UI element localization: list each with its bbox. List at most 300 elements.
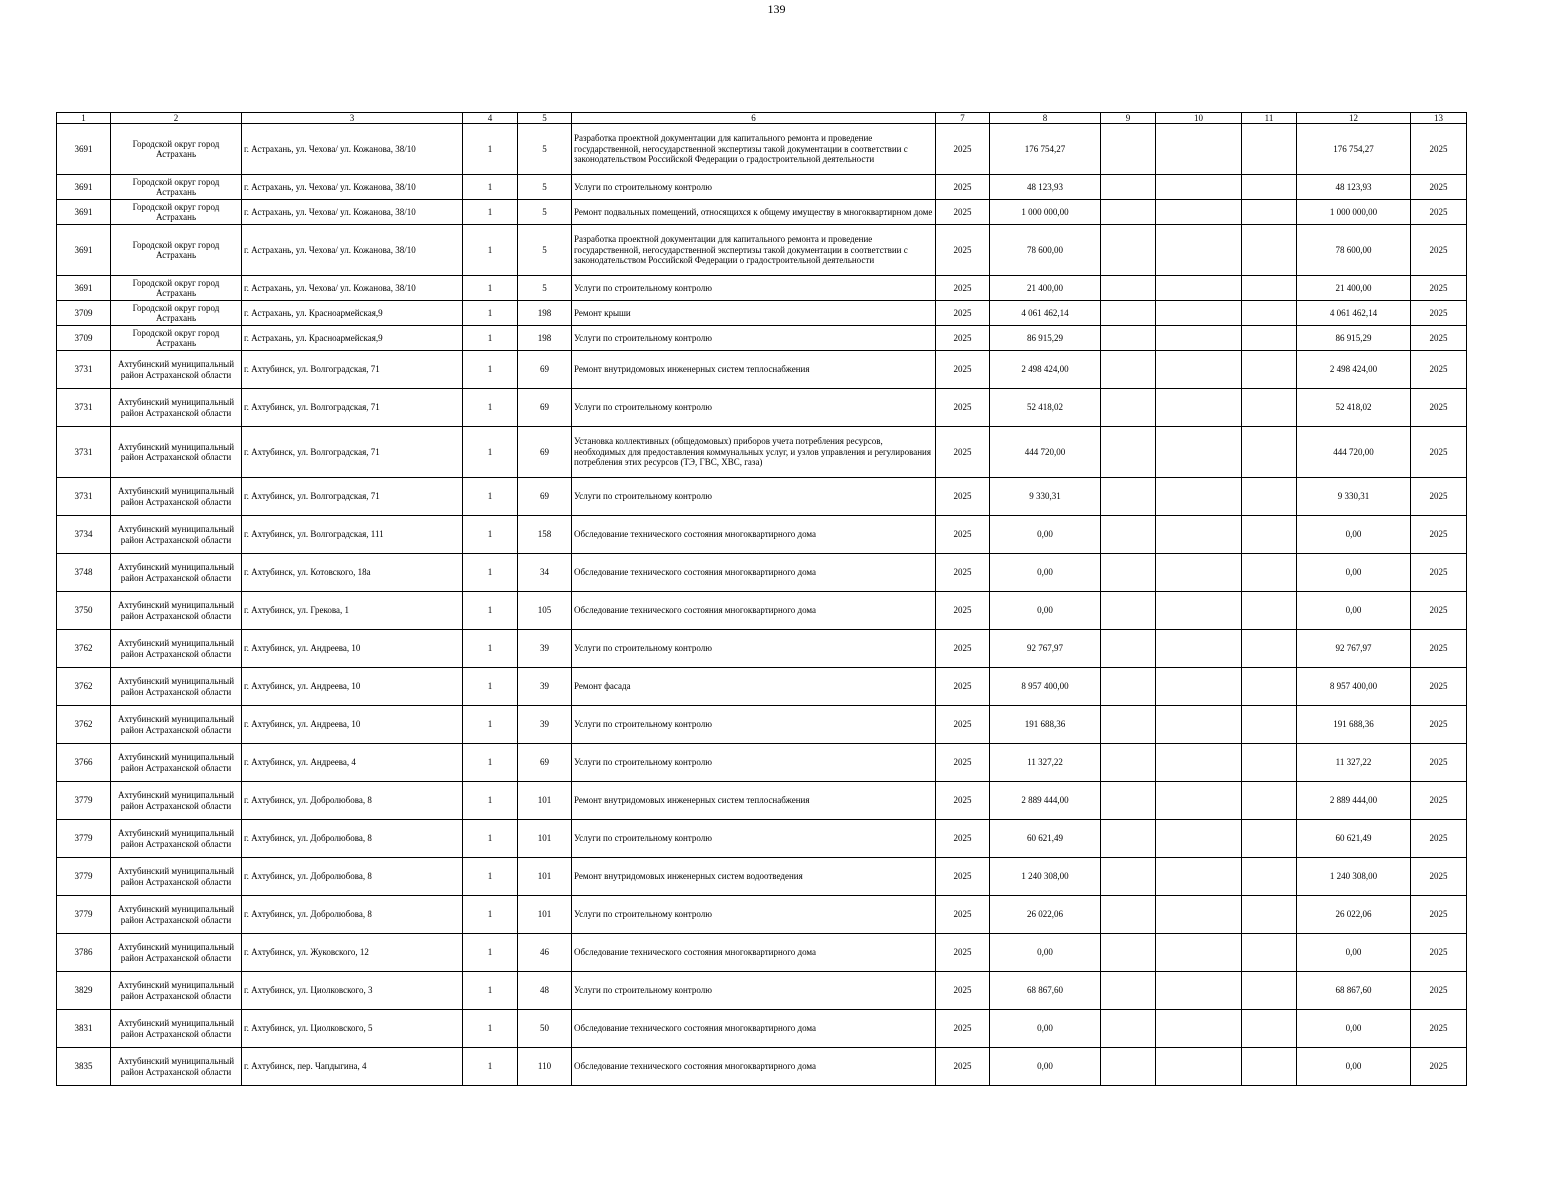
total-cell: 52 418,02 (1297, 389, 1411, 427)
col10-cell (1156, 820, 1242, 858)
col10-cell (1156, 175, 1242, 200)
col10-cell (1156, 1010, 1242, 1048)
total-cell: 0,00 (1297, 934, 1411, 972)
end-year-cell: 2025 (1411, 478, 1467, 516)
total-cell: 78 600,00 (1297, 225, 1411, 276)
col10-cell (1156, 896, 1242, 934)
address-cell: г. Астрахань, ул. Чехова/ ул. Кожанова, 38/10 (242, 276, 463, 301)
year-cell: 2025 (936, 1048, 990, 1086)
row-id-cell: 3762 (57, 630, 111, 668)
municipality-cell: Ахтубинский муниципальный район Астраханской области (111, 630, 242, 668)
col5-cell: 101 (518, 858, 572, 896)
year-cell: 2025 (936, 972, 990, 1010)
col11-cell (1242, 782, 1297, 820)
total-cell: 92 767,97 (1297, 630, 1411, 668)
end-year-cell: 2025 (1411, 668, 1467, 706)
row-id-cell: 3829 (57, 972, 111, 1010)
year-cell: 2025 (936, 782, 990, 820)
table-row (57, 554, 1467, 592)
end-year-cell: 2025 (1411, 706, 1467, 744)
col9-cell (1101, 630, 1156, 668)
work-type-cell: Ремонт внутридомовых инженерных систем водоотведения (572, 858, 936, 896)
col10-cell (1156, 389, 1242, 427)
table-row (57, 1010, 1467, 1048)
municipality-cell: Ахтубинский муниципальный район Астраханской области (111, 1010, 242, 1048)
col5-cell: 158 (518, 516, 572, 554)
row-id-cell: 3786 (57, 934, 111, 972)
col9-cell (1101, 858, 1156, 896)
total-cell: 0,00 (1297, 1010, 1411, 1048)
year-cell: 2025 (936, 820, 990, 858)
col10-cell (1156, 858, 1242, 896)
col9-cell (1101, 124, 1156, 175)
year-cell: 2025 (936, 124, 990, 175)
cost-cell: 48 123,93 (990, 175, 1101, 200)
cost-cell: 2 889 444,00 (990, 782, 1101, 820)
municipality-cell: Городской округ город Астрахань (111, 326, 242, 351)
cost-cell: 0,00 (990, 934, 1101, 972)
col9-cell (1101, 200, 1156, 225)
row-id-cell: 3779 (57, 896, 111, 934)
table-row (57, 896, 1467, 934)
col11-cell (1242, 858, 1297, 896)
col10-cell (1156, 478, 1242, 516)
col4-cell: 1 (463, 554, 518, 592)
row-id-cell: 3731 (57, 427, 111, 478)
year-cell: 2025 (936, 351, 990, 389)
col10-cell (1156, 326, 1242, 351)
year-cell: 2025 (936, 1010, 990, 1048)
year-cell: 2025 (936, 934, 990, 972)
col10-cell (1156, 554, 1242, 592)
end-year-cell: 2025 (1411, 1010, 1467, 1048)
work-type-cell: Услуги по строительному контролю (572, 706, 936, 744)
col5-cell: 69 (518, 427, 572, 478)
col10-cell (1156, 1048, 1242, 1086)
col9-cell (1101, 554, 1156, 592)
col9-cell (1101, 351, 1156, 389)
end-year-cell: 2025 (1411, 200, 1467, 225)
col9-cell (1101, 175, 1156, 200)
work-type-cell: Обследование технического состояния многоквартирного дома (572, 934, 936, 972)
cost-cell: 0,00 (990, 1010, 1101, 1048)
col4-cell: 1 (463, 972, 518, 1010)
work-type-cell: Разработка проектной документации для капитального ремонта и проведение государственной, негосударственной экспертизы такой документации в соответствии с законодательством Российской Федерации о градостроительной деятельности (572, 225, 936, 276)
end-year-cell: 2025 (1411, 225, 1467, 276)
municipality-cell: Ахтубинский муниципальный район Астраханской области (111, 820, 242, 858)
work-type-cell: Услуги по строительному контролю (572, 326, 936, 351)
row-id-cell: 3762 (57, 706, 111, 744)
col9-cell (1101, 972, 1156, 1010)
col5-cell: 34 (518, 554, 572, 592)
municipality-cell: Ахтубинский муниципальный район Астраханской области (111, 554, 242, 592)
municipality-cell: Ахтубинский муниципальный район Астраханской области (111, 1048, 242, 1086)
cost-cell: 11 327,22 (990, 744, 1101, 782)
work-type-cell: Услуги по строительному контролю (572, 896, 936, 934)
work-type-cell: Обследование технического состояния многоквартирного дома (572, 516, 936, 554)
col4-cell: 1 (463, 351, 518, 389)
row-id-cell: 3779 (57, 858, 111, 896)
col11-cell (1242, 972, 1297, 1010)
end-year-cell: 2025 (1411, 592, 1467, 630)
year-cell: 2025 (936, 389, 990, 427)
col4-cell: 1 (463, 592, 518, 630)
col11-cell (1242, 200, 1297, 225)
cost-cell: 0,00 (990, 516, 1101, 554)
end-year-cell: 2025 (1411, 934, 1467, 972)
table-row (57, 427, 1467, 478)
header-cell: 12 (1297, 113, 1411, 124)
municipality-cell: Городской округ город Астрахань (111, 301, 242, 326)
col9-cell (1101, 592, 1156, 630)
header-cell: 3 (242, 113, 463, 124)
total-cell: 0,00 (1297, 516, 1411, 554)
col5-cell: 198 (518, 326, 572, 351)
col4-cell: 1 (463, 301, 518, 326)
address-cell: г. Ахтубинск, ул. Волгоградская, 111 (242, 516, 463, 554)
col5-cell: 39 (518, 706, 572, 744)
col10-cell (1156, 124, 1242, 175)
col4-cell: 1 (463, 276, 518, 301)
col10-cell (1156, 276, 1242, 301)
municipality-cell: Ахтубинский муниципальный район Астраханской области (111, 427, 242, 478)
table-row (57, 301, 1467, 326)
work-type-cell: Обследование технического состояния многоквартирного дома (572, 1010, 936, 1048)
address-cell: г. Ахтубинск, ул. Волгоградская, 71 (242, 389, 463, 427)
col5-cell: 69 (518, 389, 572, 427)
col4-cell: 1 (463, 706, 518, 744)
total-cell: 68 867,60 (1297, 972, 1411, 1010)
address-cell: г. Ахтубинск, ул. Андреева, 10 (242, 706, 463, 744)
cost-cell: 21 400,00 (990, 276, 1101, 301)
col11-cell (1242, 630, 1297, 668)
col10-cell (1156, 668, 1242, 706)
col4-cell: 1 (463, 820, 518, 858)
col4-cell: 1 (463, 668, 518, 706)
col11-cell (1242, 592, 1297, 630)
col9-cell (1101, 389, 1156, 427)
municipality-cell: Ахтубинский муниципальный район Астраханской области (111, 782, 242, 820)
address-cell: г. Ахтубинск, ул. Добролюбова, 8 (242, 820, 463, 858)
row-id-cell: 3691 (57, 276, 111, 301)
table-row (57, 124, 1467, 175)
total-cell: 11 327,22 (1297, 744, 1411, 782)
municipality-cell: Городской округ город Астрахань (111, 225, 242, 276)
year-cell: 2025 (936, 225, 990, 276)
col11-cell (1242, 668, 1297, 706)
col10-cell (1156, 200, 1242, 225)
end-year-cell: 2025 (1411, 389, 1467, 427)
col9-cell (1101, 744, 1156, 782)
row-id-cell: 3835 (57, 1048, 111, 1086)
row-id-cell: 3731 (57, 389, 111, 427)
col11-cell (1242, 1010, 1297, 1048)
table-row (57, 200, 1467, 225)
address-cell: г. Ахтубинск, ул. Добролюбова, 8 (242, 858, 463, 896)
row-id-cell: 3709 (57, 301, 111, 326)
col11-cell (1242, 427, 1297, 478)
col9-cell (1101, 820, 1156, 858)
col11-cell (1242, 744, 1297, 782)
end-year-cell: 2025 (1411, 124, 1467, 175)
col9-cell (1101, 1010, 1156, 1048)
row-id-cell: 3709 (57, 326, 111, 351)
header-cell: 4 (463, 113, 518, 124)
col9-cell (1101, 782, 1156, 820)
cost-cell: 9 330,31 (990, 478, 1101, 516)
cost-cell: 92 767,97 (990, 630, 1101, 668)
col9-cell (1101, 225, 1156, 276)
table-row (57, 706, 1467, 744)
col11-cell (1242, 351, 1297, 389)
col10-cell (1156, 972, 1242, 1010)
municipality-cell: Городской округ город Астрахань (111, 124, 242, 175)
total-cell: 86 915,29 (1297, 326, 1411, 351)
total-cell: 0,00 (1297, 592, 1411, 630)
work-type-cell: Ремонт крыши (572, 301, 936, 326)
col4-cell: 1 (463, 516, 518, 554)
col9-cell (1101, 934, 1156, 972)
header-cell: 1 (57, 113, 111, 124)
col4-cell: 1 (463, 858, 518, 896)
col11-cell (1242, 478, 1297, 516)
municipality-cell: Ахтубинский муниципальный район Астраханской области (111, 972, 242, 1010)
work-type-cell: Услуги по строительному контролю (572, 820, 936, 858)
municipality-cell: Ахтубинский муниципальный район Астраханской области (111, 706, 242, 744)
municipality-cell: Ахтубинский муниципальный район Астраханской области (111, 744, 242, 782)
col5-cell: 50 (518, 1010, 572, 1048)
col5-cell: 101 (518, 782, 572, 820)
col5-cell: 5 (518, 175, 572, 200)
work-type-cell: Услуги по строительному контролю (572, 744, 936, 782)
col5-cell: 110 (518, 1048, 572, 1086)
cost-cell: 8 957 400,00 (990, 668, 1101, 706)
col11-cell (1242, 820, 1297, 858)
cost-cell: 0,00 (990, 592, 1101, 630)
address-cell: г. Ахтубинск, ул. Андреева, 10 (242, 668, 463, 706)
work-type-cell: Услуги по строительному контролю (572, 276, 936, 301)
col9-cell (1101, 668, 1156, 706)
municipality-cell: Ахтубинский муниципальный район Астраханской области (111, 516, 242, 554)
table-row (57, 389, 1467, 427)
col4-cell: 1 (463, 200, 518, 225)
cost-cell: 78 600,00 (990, 225, 1101, 276)
municipality-cell: Городской округ город Астрахань (111, 175, 242, 200)
end-year-cell: 2025 (1411, 351, 1467, 389)
address-cell: г. Астрахань, ул. Чехова/ ул. Кожанова, 38/10 (242, 175, 463, 200)
col4-cell: 1 (463, 1048, 518, 1086)
col4-cell: 1 (463, 782, 518, 820)
total-cell: 21 400,00 (1297, 276, 1411, 301)
table-row (57, 630, 1467, 668)
row-id-cell: 3831 (57, 1010, 111, 1048)
municipality-cell: Ахтубинский муниципальный район Астраханской области (111, 858, 242, 896)
cost-cell: 1 240 308,00 (990, 858, 1101, 896)
total-cell: 9 330,31 (1297, 478, 1411, 516)
table-row (57, 782, 1467, 820)
cost-cell: 68 867,60 (990, 972, 1101, 1010)
table-row (57, 858, 1467, 896)
total-cell: 0,00 (1297, 1048, 1411, 1086)
work-type-cell: Ремонт фасада (572, 668, 936, 706)
address-cell: г. Астрахань, ул. Чехова/ ул. Кожанова, 38/10 (242, 124, 463, 175)
table-row (57, 175, 1467, 200)
work-type-cell: Ремонт внутридомовых инженерных систем теплоснабжения (572, 351, 936, 389)
end-year-cell: 2025 (1411, 896, 1467, 934)
total-cell: 4 061 462,14 (1297, 301, 1411, 326)
end-year-cell: 2025 (1411, 516, 1467, 554)
end-year-cell: 2025 (1411, 858, 1467, 896)
col10-cell (1156, 427, 1242, 478)
col10-cell (1156, 934, 1242, 972)
table-row (57, 934, 1467, 972)
municipality-cell: Ахтубинский муниципальный район Астраханской области (111, 934, 242, 972)
end-year-cell: 2025 (1411, 175, 1467, 200)
cost-cell: 1 000 000,00 (990, 200, 1101, 225)
total-cell: 26 022,06 (1297, 896, 1411, 934)
work-type-cell: Услуги по строительному контролю (572, 972, 936, 1010)
table-header-row (57, 113, 1467, 124)
col9-cell (1101, 478, 1156, 516)
col11-cell (1242, 554, 1297, 592)
header-cell: 8 (990, 113, 1101, 124)
col5-cell: 5 (518, 200, 572, 225)
table-body (57, 113, 1467, 1086)
work-type-cell: Ремонт подвальных помещений, относящихся к общему имуществу в многоквартирном доме (572, 200, 936, 225)
total-cell: 48 123,93 (1297, 175, 1411, 200)
cost-cell: 2 498 424,00 (990, 351, 1101, 389)
cost-cell: 60 621,49 (990, 820, 1101, 858)
col9-cell (1101, 706, 1156, 744)
end-year-cell: 2025 (1411, 972, 1467, 1010)
col11-cell (1242, 276, 1297, 301)
col5-cell: 5 (518, 124, 572, 175)
col10-cell (1156, 630, 1242, 668)
header-cell: 9 (1101, 113, 1156, 124)
col4-cell: 1 (463, 1010, 518, 1048)
col11-cell (1242, 389, 1297, 427)
col9-cell (1101, 896, 1156, 934)
col5-cell: 5 (518, 276, 572, 301)
col11-cell (1242, 1048, 1297, 1086)
col10-cell (1156, 706, 1242, 744)
header-cell: 7 (936, 113, 990, 124)
year-cell: 2025 (936, 630, 990, 668)
work-type-cell: Услуги по строительному контролю (572, 389, 936, 427)
col4-cell: 1 (463, 175, 518, 200)
table-row (57, 276, 1467, 301)
row-id-cell: 3748 (57, 554, 111, 592)
work-type-cell: Разработка проектной документации для капитального ремонта и проведение государственной, негосударственной экспертизы такой документации в соответствии с законодательством Российской Федерации о градостроительной деятельности (572, 124, 936, 175)
col11-cell (1242, 896, 1297, 934)
col11-cell (1242, 706, 1297, 744)
row-id-cell: 3691 (57, 175, 111, 200)
cost-cell: 176 754,27 (990, 124, 1101, 175)
year-cell: 2025 (936, 276, 990, 301)
table-row (57, 820, 1467, 858)
end-year-cell: 2025 (1411, 276, 1467, 301)
total-cell: 0,00 (1297, 554, 1411, 592)
col4-cell: 1 (463, 326, 518, 351)
col11-cell (1242, 124, 1297, 175)
col4-cell: 1 (463, 934, 518, 972)
municipality-cell: Ахтубинский муниципальный район Астраханской области (111, 478, 242, 516)
row-id-cell: 3691 (57, 200, 111, 225)
address-cell: г. Ахтубинск, ул. Волгоградская, 71 (242, 427, 463, 478)
page-number: 139 (767, 2, 786, 16)
col10-cell (1156, 782, 1242, 820)
work-type-cell: Услуги по строительному контролю (572, 478, 936, 516)
year-cell: 2025 (936, 668, 990, 706)
col5-cell: 69 (518, 478, 572, 516)
header-cell: 10 (1156, 113, 1242, 124)
end-year-cell: 2025 (1411, 301, 1467, 326)
end-year-cell: 2025 (1411, 326, 1467, 351)
address-cell: г. Астрахань, ул. Чехова/ ул. Кожанова, 38/10 (242, 200, 463, 225)
end-year-cell: 2025 (1411, 782, 1467, 820)
address-cell: г. Ахтубинск, ул. Грекова, 1 (242, 592, 463, 630)
work-type-cell: Установка коллективных (общедомовых) приборов учета потребления ресурсов, необходимых для предоставления коммунальных услуг, и узлов управления и регулирования потребления этих ресурсов (ТЭ, ГВС, ХВС, газа) (572, 427, 936, 478)
end-year-cell: 2025 (1411, 820, 1467, 858)
year-cell: 2025 (936, 858, 990, 896)
header-cell: 2 (111, 113, 242, 124)
col5-cell: 198 (518, 301, 572, 326)
municipality-cell: Городской округ город Астрахань (111, 200, 242, 225)
cost-cell: 52 418,02 (990, 389, 1101, 427)
col9-cell (1101, 301, 1156, 326)
table-row (57, 1048, 1467, 1086)
col9-cell (1101, 516, 1156, 554)
col5-cell: 69 (518, 744, 572, 782)
end-year-cell: 2025 (1411, 554, 1467, 592)
col10-cell (1156, 592, 1242, 630)
col5-cell: 101 (518, 820, 572, 858)
total-cell: 444 720,00 (1297, 427, 1411, 478)
address-cell: г. Ахтубинск, ул. Волгоградская, 71 (242, 351, 463, 389)
col10-cell (1156, 225, 1242, 276)
col11-cell (1242, 175, 1297, 200)
year-cell: 2025 (936, 516, 990, 554)
address-cell: г. Ахтубинск, ул. Жуковского, 12 (242, 934, 463, 972)
year-cell: 2025 (936, 427, 990, 478)
address-cell: г. Ахтубинск, пер. Чапдыгина, 4 (242, 1048, 463, 1086)
address-cell: г. Астрахань, ул. Чехова/ ул. Кожанова, 38/10 (242, 225, 463, 276)
row-id-cell: 3691 (57, 225, 111, 276)
data-table (56, 112, 1467, 1086)
col5-cell: 101 (518, 896, 572, 934)
row-id-cell: 3779 (57, 820, 111, 858)
work-type-cell: Обследование технического состояния многоквартирного дома (572, 1048, 936, 1086)
work-type-cell: Услуги по строительному контролю (572, 175, 936, 200)
municipality-cell: Ахтубинский муниципальный район Астраханской области (111, 351, 242, 389)
year-cell: 2025 (936, 326, 990, 351)
header-cell: 6 (572, 113, 936, 124)
row-id-cell: 3762 (57, 668, 111, 706)
col11-cell (1242, 301, 1297, 326)
table-row (57, 351, 1467, 389)
cost-cell: 191 688,36 (990, 706, 1101, 744)
cost-cell: 26 022,06 (990, 896, 1101, 934)
work-type-cell: Обследование технического состояния многоквартирного дома (572, 592, 936, 630)
year-cell: 2025 (936, 175, 990, 200)
address-cell: г. Ахтубинск, ул. Добролюбова, 8 (242, 782, 463, 820)
row-id-cell: 3731 (57, 351, 111, 389)
total-cell: 60 621,49 (1297, 820, 1411, 858)
address-cell: г. Ахтубинск, ул. Циолковского, 3 (242, 972, 463, 1010)
cost-cell: 444 720,00 (990, 427, 1101, 478)
year-cell: 2025 (936, 592, 990, 630)
address-cell: г. Ахтубинск, ул. Андреева, 10 (242, 630, 463, 668)
